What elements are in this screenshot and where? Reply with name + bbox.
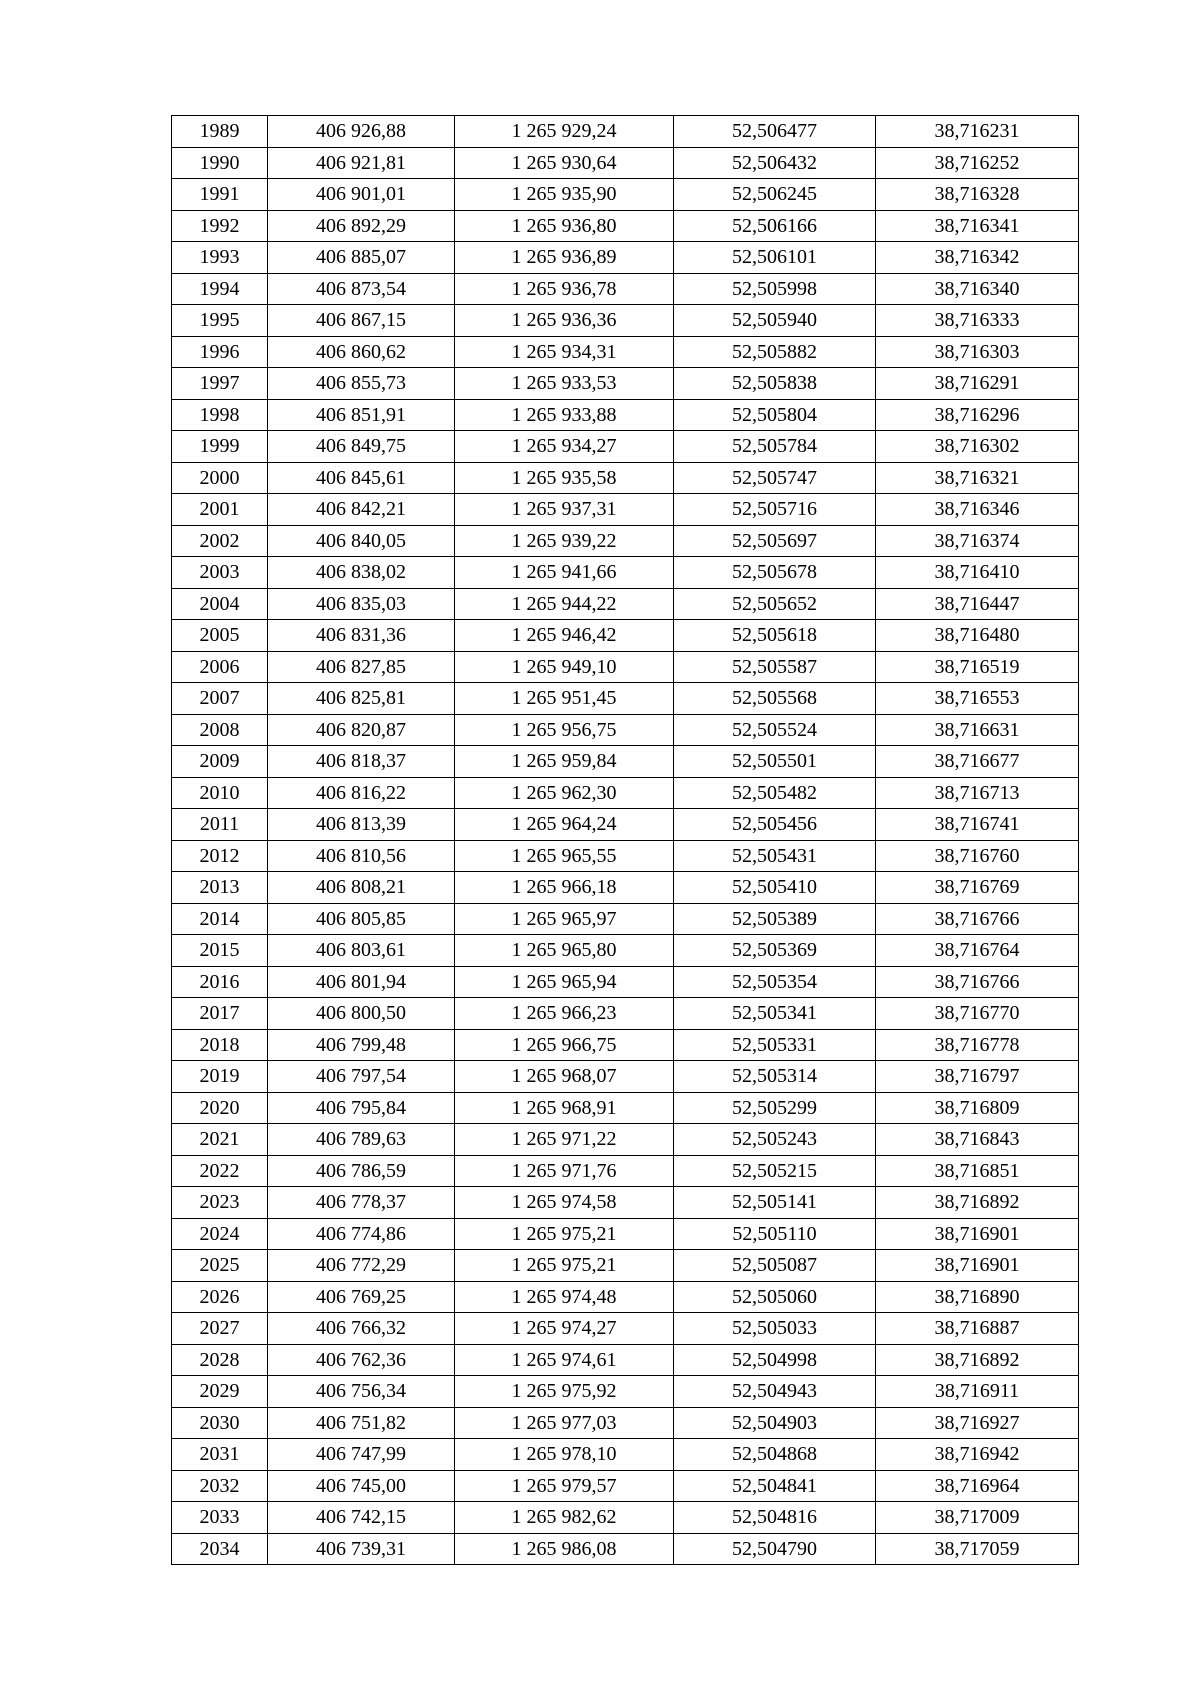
longitude-cell: 38,716328 [876,179,1079,211]
x-coordinate-cell: 406 747,99 [268,1439,455,1471]
longitude-cell: 38,716797 [876,1061,1079,1093]
y-coordinate-cell: 1 265 982,62 [455,1502,674,1534]
x-coordinate-cell: 406 810,56 [268,840,455,872]
longitude-cell: 38,716887 [876,1313,1079,1345]
table-row [172,1281,1079,1313]
x-coordinate-cell: 406 799,48 [268,1029,455,1061]
longitude-cell: 38,716927 [876,1407,1079,1439]
latitude-cell: 52,505784 [674,431,876,463]
x-coordinate-cell: 406 742,15 [268,1502,455,1534]
x-coordinate-cell: 406 756,34 [268,1376,455,1408]
y-coordinate-cell: 1 265 937,31 [455,494,674,526]
x-coordinate-cell: 406 786,59 [268,1155,455,1187]
point-number-cell: 2033 [172,1502,268,1534]
point-number-cell: 2020 [172,1092,268,1124]
latitude-cell: 52,505110 [674,1218,876,1250]
y-coordinate-cell: 1 265 964,24 [455,809,674,841]
x-coordinate-cell: 406 789,63 [268,1124,455,1156]
latitude-cell: 52,505410 [674,872,876,904]
longitude-cell: 38,716901 [876,1250,1079,1282]
latitude-cell: 52,505033 [674,1313,876,1345]
longitude-cell: 38,716519 [876,651,1079,683]
table-row [172,1029,1079,1061]
longitude-cell: 38,716890 [876,1281,1079,1313]
x-coordinate-cell: 406 860,62 [268,336,455,368]
y-coordinate-cell: 1 265 986,08 [455,1533,674,1565]
x-coordinate-cell: 406 838,02 [268,557,455,589]
y-coordinate-cell: 1 265 935,58 [455,462,674,494]
point-number-cell: 2003 [172,557,268,589]
latitude-cell: 52,504841 [674,1470,876,1502]
y-coordinate-cell: 1 265 944,22 [455,588,674,620]
longitude-cell: 38,716302 [876,431,1079,463]
y-coordinate-cell: 1 265 968,91 [455,1092,674,1124]
x-coordinate-cell: 406 867,15 [268,305,455,337]
latitude-cell: 52,505060 [674,1281,876,1313]
longitude-cell: 38,716892 [876,1187,1079,1219]
longitude-cell: 38,716231 [876,116,1079,148]
longitude-cell: 38,716892 [876,1344,1079,1376]
point-number-cell: 2019 [172,1061,268,1093]
x-coordinate-cell: 406 845,61 [268,462,455,494]
x-coordinate-cell: 406 885,07 [268,242,455,274]
latitude-cell: 52,505087 [674,1250,876,1282]
latitude-cell: 52,505314 [674,1061,876,1093]
x-coordinate-cell: 406 769,25 [268,1281,455,1313]
table-row [172,620,1079,652]
table-row [172,210,1079,242]
x-coordinate-cell: 406 805,85 [268,903,455,935]
table-row [172,1502,1079,1534]
table-row [172,494,1079,526]
point-number-cell: 2006 [172,651,268,683]
table-row [172,651,1079,683]
y-coordinate-cell: 1 265 971,22 [455,1124,674,1156]
table-row [172,1533,1079,1565]
x-coordinate-cell: 406 851,91 [268,399,455,431]
table-row [172,683,1079,715]
x-coordinate-cell: 406 921,81 [268,147,455,179]
longitude-cell: 38,716942 [876,1439,1079,1471]
x-coordinate-cell: 406 778,37 [268,1187,455,1219]
latitude-cell: 52,506477 [674,116,876,148]
latitude-cell: 52,505678 [674,557,876,589]
y-coordinate-cell: 1 265 936,78 [455,273,674,305]
latitude-cell: 52,505299 [674,1092,876,1124]
longitude-cell: 38,716631 [876,714,1079,746]
table-row [172,714,1079,746]
x-coordinate-cell: 406 831,36 [268,620,455,652]
y-coordinate-cell: 1 265 934,31 [455,336,674,368]
point-number-cell: 2026 [172,1281,268,1313]
table-row [172,1155,1079,1187]
longitude-cell: 38,716809 [876,1092,1079,1124]
point-number-cell: 2001 [172,494,268,526]
latitude-cell: 52,504903 [674,1407,876,1439]
latitude-cell: 52,505716 [674,494,876,526]
point-number-cell: 1992 [172,210,268,242]
y-coordinate-cell: 1 265 936,89 [455,242,674,274]
latitude-cell: 52,505369 [674,935,876,967]
longitude-cell: 38,717059 [876,1533,1079,1565]
y-coordinate-cell: 1 265 965,97 [455,903,674,935]
point-number-cell: 2011 [172,809,268,841]
point-number-cell: 2012 [172,840,268,872]
latitude-cell: 52,504790 [674,1533,876,1565]
point-number-cell: 2021 [172,1124,268,1156]
table-row [172,809,1079,841]
latitude-cell: 52,506166 [674,210,876,242]
point-number-cell: 2005 [172,620,268,652]
point-number-cell: 1996 [172,336,268,368]
table-row [172,1250,1079,1282]
longitude-cell: 38,716760 [876,840,1079,872]
point-number-cell: 2010 [172,777,268,809]
longitude-cell: 38,716764 [876,935,1079,967]
latitude-cell: 52,505568 [674,683,876,715]
x-coordinate-cell: 406 926,88 [268,116,455,148]
latitude-cell: 52,506245 [674,179,876,211]
x-coordinate-cell: 406 892,29 [268,210,455,242]
x-coordinate-cell: 406 849,75 [268,431,455,463]
x-coordinate-cell: 406 774,86 [268,1218,455,1250]
x-coordinate-cell: 406 901,01 [268,179,455,211]
latitude-cell: 52,505998 [674,273,876,305]
longitude-cell: 38,716410 [876,557,1079,589]
longitude-cell: 38,716778 [876,1029,1079,1061]
latitude-cell: 52,505215 [674,1155,876,1187]
y-coordinate-cell: 1 265 966,18 [455,872,674,904]
y-coordinate-cell: 1 265 974,48 [455,1281,674,1313]
coordinates-table-body [172,116,1079,1565]
table-row [172,1092,1079,1124]
point-number-cell: 1999 [172,431,268,463]
x-coordinate-cell: 406 766,32 [268,1313,455,1345]
latitude-cell: 52,504816 [674,1502,876,1534]
point-number-cell: 2030 [172,1407,268,1439]
latitude-cell: 52,505524 [674,714,876,746]
coordinates-table [171,115,1079,1565]
table-row [172,525,1079,557]
longitude-cell: 38,716340 [876,273,1079,305]
y-coordinate-cell: 1 265 974,27 [455,1313,674,1345]
longitude-cell: 38,716677 [876,746,1079,778]
point-number-cell: 1995 [172,305,268,337]
table-row [172,1061,1079,1093]
y-coordinate-cell: 1 265 933,88 [455,399,674,431]
latitude-cell: 52,505341 [674,998,876,1030]
longitude-cell: 38,716252 [876,147,1079,179]
y-coordinate-cell: 1 265 936,80 [455,210,674,242]
latitude-cell: 52,504868 [674,1439,876,1471]
x-coordinate-cell: 406 795,84 [268,1092,455,1124]
latitude-cell: 52,506432 [674,147,876,179]
x-coordinate-cell: 406 818,37 [268,746,455,778]
longitude-cell: 38,716346 [876,494,1079,526]
point-number-cell: 2008 [172,714,268,746]
x-coordinate-cell: 406 827,85 [268,651,455,683]
point-number-cell: 1994 [172,273,268,305]
y-coordinate-cell: 1 265 951,45 [455,683,674,715]
point-number-cell: 2018 [172,1029,268,1061]
point-number-cell: 2009 [172,746,268,778]
table-row [172,1439,1079,1471]
table-row [172,840,1079,872]
point-number-cell: 2028 [172,1344,268,1376]
x-coordinate-cell: 406 808,21 [268,872,455,904]
y-coordinate-cell: 1 265 965,55 [455,840,674,872]
longitude-cell: 38,716342 [876,242,1079,274]
point-number-cell: 1993 [172,242,268,274]
latitude-cell: 52,505882 [674,336,876,368]
latitude-cell: 52,506101 [674,242,876,274]
x-coordinate-cell: 406 820,87 [268,714,455,746]
point-number-cell: 1991 [172,179,268,211]
longitude-cell: 38,716766 [876,903,1079,935]
latitude-cell: 52,505389 [674,903,876,935]
point-number-cell: 2015 [172,935,268,967]
y-coordinate-cell: 1 265 974,61 [455,1344,674,1376]
y-coordinate-cell: 1 265 929,24 [455,116,674,148]
table-row [172,273,1079,305]
x-coordinate-cell: 406 801,94 [268,966,455,998]
table-row [172,1470,1079,1502]
y-coordinate-cell: 1 265 946,42 [455,620,674,652]
table-row [172,336,1079,368]
y-coordinate-cell: 1 265 933,53 [455,368,674,400]
latitude-cell: 52,505838 [674,368,876,400]
y-coordinate-cell: 1 265 968,07 [455,1061,674,1093]
table-row [172,1124,1079,1156]
table-row [172,179,1079,211]
latitude-cell: 52,505618 [674,620,876,652]
y-coordinate-cell: 1 265 936,36 [455,305,674,337]
y-coordinate-cell: 1 265 939,22 [455,525,674,557]
longitude-cell: 38,716447 [876,588,1079,620]
x-coordinate-cell: 406 800,50 [268,998,455,1030]
latitude-cell: 52,505587 [674,651,876,683]
table-row [172,746,1079,778]
point-number-cell: 2002 [172,525,268,557]
longitude-cell: 38,716964 [876,1470,1079,1502]
table-row [172,399,1079,431]
latitude-cell: 52,504998 [674,1344,876,1376]
y-coordinate-cell: 1 265 934,27 [455,431,674,463]
point-number-cell: 2031 [172,1439,268,1471]
point-number-cell: 1989 [172,116,268,148]
y-coordinate-cell: 1 265 949,10 [455,651,674,683]
x-coordinate-cell: 406 751,82 [268,1407,455,1439]
table-row [172,588,1079,620]
table-row [172,1313,1079,1345]
y-coordinate-cell: 1 265 941,66 [455,557,674,589]
longitude-cell: 38,716769 [876,872,1079,904]
point-number-cell: 2023 [172,1187,268,1219]
point-number-cell: 2014 [172,903,268,935]
latitude-cell: 52,505697 [674,525,876,557]
latitude-cell: 52,505652 [674,588,876,620]
point-number-cell: 2025 [172,1250,268,1282]
y-coordinate-cell: 1 265 959,84 [455,746,674,778]
x-coordinate-cell: 406 842,21 [268,494,455,526]
table-row [172,1344,1079,1376]
longitude-cell: 38,716713 [876,777,1079,809]
point-number-cell: 2034 [172,1533,268,1565]
y-coordinate-cell: 1 265 971,76 [455,1155,674,1187]
table-row [172,462,1079,494]
y-coordinate-cell: 1 265 966,75 [455,1029,674,1061]
y-coordinate-cell: 1 265 956,75 [455,714,674,746]
y-coordinate-cell: 1 265 977,03 [455,1407,674,1439]
table-row [172,998,1079,1030]
point-number-cell: 2032 [172,1470,268,1502]
latitude-cell: 52,505482 [674,777,876,809]
point-number-cell: 1990 [172,147,268,179]
point-number-cell: 2024 [172,1218,268,1250]
latitude-cell: 52,505747 [674,462,876,494]
longitude-cell: 38,716341 [876,210,1079,242]
y-coordinate-cell: 1 265 975,21 [455,1250,674,1282]
latitude-cell: 52,505501 [674,746,876,778]
latitude-cell: 52,505243 [674,1124,876,1156]
point-number-cell: 1997 [172,368,268,400]
longitude-cell: 38,716741 [876,809,1079,841]
latitude-cell: 52,505141 [674,1187,876,1219]
x-coordinate-cell: 406 739,31 [268,1533,455,1565]
table-row [172,1407,1079,1439]
table-row [172,777,1079,809]
longitude-cell: 38,716303 [876,336,1079,368]
point-number-cell: 2027 [172,1313,268,1345]
longitude-cell: 38,716553 [876,683,1079,715]
point-number-cell: 2017 [172,998,268,1030]
x-coordinate-cell: 406 772,29 [268,1250,455,1282]
table-row [172,1187,1079,1219]
longitude-cell: 38,716770 [876,998,1079,1030]
point-number-cell: 2029 [172,1376,268,1408]
table-row [172,431,1079,463]
y-coordinate-cell: 1 265 979,57 [455,1470,674,1502]
table-row [172,903,1079,935]
latitude-cell: 52,504943 [674,1376,876,1408]
x-coordinate-cell: 406 813,39 [268,809,455,841]
point-number-cell: 2000 [172,462,268,494]
y-coordinate-cell: 1 265 975,21 [455,1218,674,1250]
latitude-cell: 52,505431 [674,840,876,872]
longitude-cell: 38,716901 [876,1218,1079,1250]
table-row [172,147,1079,179]
x-coordinate-cell: 406 825,81 [268,683,455,715]
table-row [172,966,1079,998]
y-coordinate-cell: 1 265 965,80 [455,935,674,967]
y-coordinate-cell: 1 265 966,23 [455,998,674,1030]
longitude-cell: 38,716333 [876,305,1079,337]
longitude-cell: 38,716851 [876,1155,1079,1187]
x-coordinate-cell: 406 840,05 [268,525,455,557]
longitude-cell: 38,716480 [876,620,1079,652]
y-coordinate-cell: 1 265 962,30 [455,777,674,809]
table-row [172,116,1079,148]
latitude-cell: 52,505456 [674,809,876,841]
x-coordinate-cell: 406 855,73 [268,368,455,400]
y-coordinate-cell: 1 265 975,92 [455,1376,674,1408]
latitude-cell: 52,505354 [674,966,876,998]
table-row [172,368,1079,400]
y-coordinate-cell: 1 265 978,10 [455,1439,674,1471]
longitude-cell: 38,716766 [876,966,1079,998]
y-coordinate-cell: 1 265 965,94 [455,966,674,998]
x-coordinate-cell: 406 873,54 [268,273,455,305]
table-row [172,242,1079,274]
x-coordinate-cell: 406 816,22 [268,777,455,809]
longitude-cell: 38,716321 [876,462,1079,494]
longitude-cell: 38,716291 [876,368,1079,400]
table-row [172,1218,1079,1250]
latitude-cell: 52,505804 [674,399,876,431]
x-coordinate-cell: 406 803,61 [268,935,455,967]
latitude-cell: 52,505940 [674,305,876,337]
longitude-cell: 38,716374 [876,525,1079,557]
y-coordinate-cell: 1 265 935,90 [455,179,674,211]
longitude-cell: 38,716911 [876,1376,1079,1408]
point-number-cell: 2013 [172,872,268,904]
point-number-cell: 2007 [172,683,268,715]
longitude-cell: 38,717009 [876,1502,1079,1534]
table-row [172,872,1079,904]
x-coordinate-cell: 406 835,03 [268,588,455,620]
point-number-cell: 2022 [172,1155,268,1187]
y-coordinate-cell: 1 265 974,58 [455,1187,674,1219]
point-number-cell: 2016 [172,966,268,998]
longitude-cell: 38,716843 [876,1124,1079,1156]
latitude-cell: 52,505331 [674,1029,876,1061]
table-row [172,305,1079,337]
table-row [172,1376,1079,1408]
table-row [172,935,1079,967]
x-coordinate-cell: 406 762,36 [268,1344,455,1376]
longitude-cell: 38,716296 [876,399,1079,431]
x-coordinate-cell: 406 797,54 [268,1061,455,1093]
table-row [172,557,1079,589]
point-number-cell: 2004 [172,588,268,620]
point-number-cell: 1998 [172,399,268,431]
y-coordinate-cell: 1 265 930,64 [455,147,674,179]
x-coordinate-cell: 406 745,00 [268,1470,455,1502]
